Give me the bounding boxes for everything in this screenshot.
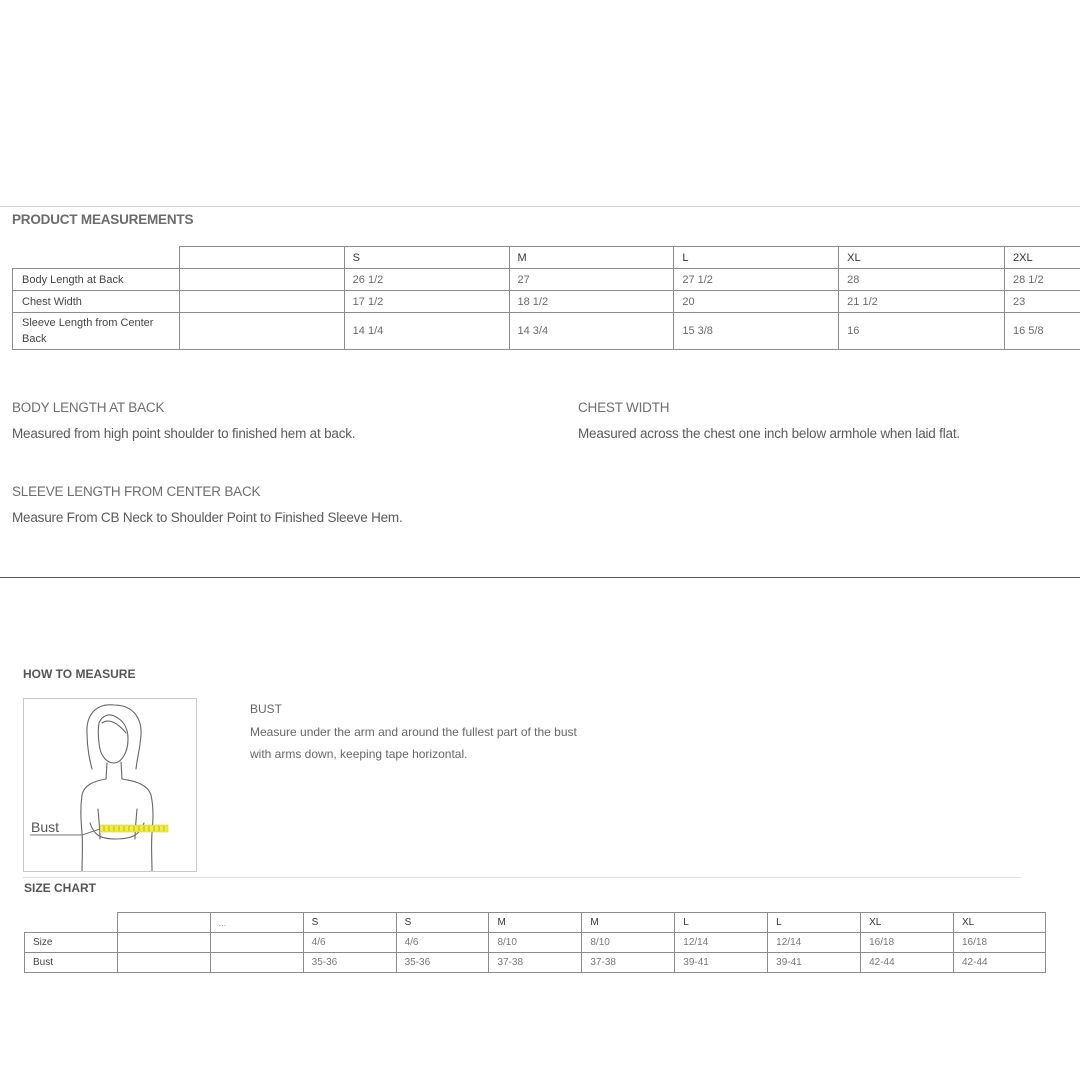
row-label: Size <box>25 933 118 953</box>
row-label: Chest Width <box>13 291 180 313</box>
size-chart-divider <box>23 877 1021 878</box>
table-cell: 37-38 <box>582 953 675 973</box>
sc-size-header: XL <box>953 913 1045 933</box>
table-cell: 26 1/2 <box>344 269 509 291</box>
product-measurements-table <box>12 246 1080 350</box>
pm-size-header: L <box>674 247 839 269</box>
table-cell: 39-41 <box>768 953 861 973</box>
table-cell: 39-41 <box>675 953 768 973</box>
blank-cell <box>210 953 303 973</box>
pm-size-header: 2XL <box>1004 247 1080 269</box>
blank-cell <box>179 269 344 291</box>
table-cell: 42-44 <box>861 953 954 973</box>
blank-cell <box>117 933 210 953</box>
row-label: Bust <box>25 953 118 973</box>
sc-size-header: S <box>396 913 489 933</box>
table-cell: 14 3/4 <box>509 313 674 350</box>
table-cell: 27 1/2 <box>674 269 839 291</box>
sc-size-header: S <box>303 913 396 933</box>
table-cell: 17 1/2 <box>344 291 509 313</box>
bust-title: BUST <box>250 702 283 716</box>
table-cell: 21 1/2 <box>839 291 1005 313</box>
table-cell: 8/10 <box>489 933 582 953</box>
pm-header-row <box>13 247 1080 269</box>
table-cell: 16 <box>839 313 1005 350</box>
table-row <box>25 933 1046 953</box>
product-measurements-title: PRODUCT MEASUREMENTS <box>12 212 194 227</box>
table-cell: 12/14 <box>768 933 861 953</box>
size-chart-table <box>24 912 1046 973</box>
sc-size-header: L <box>675 913 768 933</box>
sc-blank-header: ... <box>210 913 303 933</box>
sc-size-header: M <box>582 913 675 933</box>
chest-width-text: Measured across the chest one inch below armhole when laid flat. <box>578 426 960 441</box>
sc-size-header: M <box>489 913 582 933</box>
pm-size-header: XL <box>839 247 1005 269</box>
table-cell: 18 1/2 <box>509 291 674 313</box>
pm-size-header: M <box>509 247 674 269</box>
chest-width-title: CHEST WIDTH <box>578 400 670 415</box>
section-divider <box>0 577 1080 578</box>
table-cell: 4/6 <box>396 933 489 953</box>
table-cell: 28 <box>839 269 1005 291</box>
pm-corner-cell <box>13 247 180 269</box>
table-cell: 35-36 <box>303 953 396 973</box>
table-row <box>13 291 1080 313</box>
sc-blank-header <box>117 913 210 933</box>
blank-cell <box>179 291 344 313</box>
sleeve-length-title: SLEEVE LENGTH FROM CENTER BACK <box>12 484 261 499</box>
table-cell: 27 <box>509 269 674 291</box>
table-cell: 35-36 <box>396 953 489 973</box>
table-row <box>13 269 1080 291</box>
sleeve-length-text: Measure From CB Neck to Shoulder Point to Finished Sleeve Hem. <box>12 510 403 525</box>
sc-corner-cell <box>25 913 118 933</box>
blank-cell <box>210 933 303 953</box>
top-divider <box>0 206 1080 207</box>
bust-text-line-1: Measure under the arm and around the fullest part of the bust <box>250 725 577 739</box>
table-cell: 28 1/2 <box>1004 269 1080 291</box>
row-label: Sleeve Length from Center Back <box>13 313 180 350</box>
how-to-measure-title: HOW TO MEASURE <box>23 667 136 681</box>
body-length-text: Measured from high point shoulder to finished hem at back. <box>12 426 356 441</box>
table-cell: 4/6 <box>303 933 396 953</box>
table-cell: 14 1/4 <box>344 313 509 350</box>
table-cell: 42-44 <box>953 953 1045 973</box>
table-cell: 15 3/8 <box>674 313 839 350</box>
row-label: Body Length at Back <box>13 269 180 291</box>
sc-size-header: L <box>768 913 861 933</box>
sc-header-row <box>25 913 1046 933</box>
bust-text-line-2: with arms down, keeping tape horizontal. <box>250 747 468 761</box>
body-length-title: BODY LENGTH AT BACK <box>12 400 165 415</box>
size-chart-title: SIZE CHART <box>24 881 96 895</box>
female-figure-icon <box>24 699 196 871</box>
measurement-figure <box>23 698 197 872</box>
table-cell: 16/18 <box>861 933 954 953</box>
figure-bust-label: Bust <box>31 819 60 835</box>
table-cell: 16/18 <box>953 933 1045 953</box>
table-cell: 37-38 <box>489 953 582 973</box>
table-row <box>13 313 1080 350</box>
table-cell: 8/10 <box>582 933 675 953</box>
blank-cell <box>117 953 210 973</box>
table-cell: 12/14 <box>675 933 768 953</box>
table-row <box>25 953 1046 973</box>
blank-cell <box>179 313 344 350</box>
table-cell: 23 <box>1004 291 1080 313</box>
pm-size-header: S <box>344 247 509 269</box>
table-cell: 16 5/8 <box>1004 313 1080 350</box>
table-cell: 20 <box>674 291 839 313</box>
pm-blank-header <box>179 247 344 269</box>
sc-size-header: XL <box>861 913 954 933</box>
